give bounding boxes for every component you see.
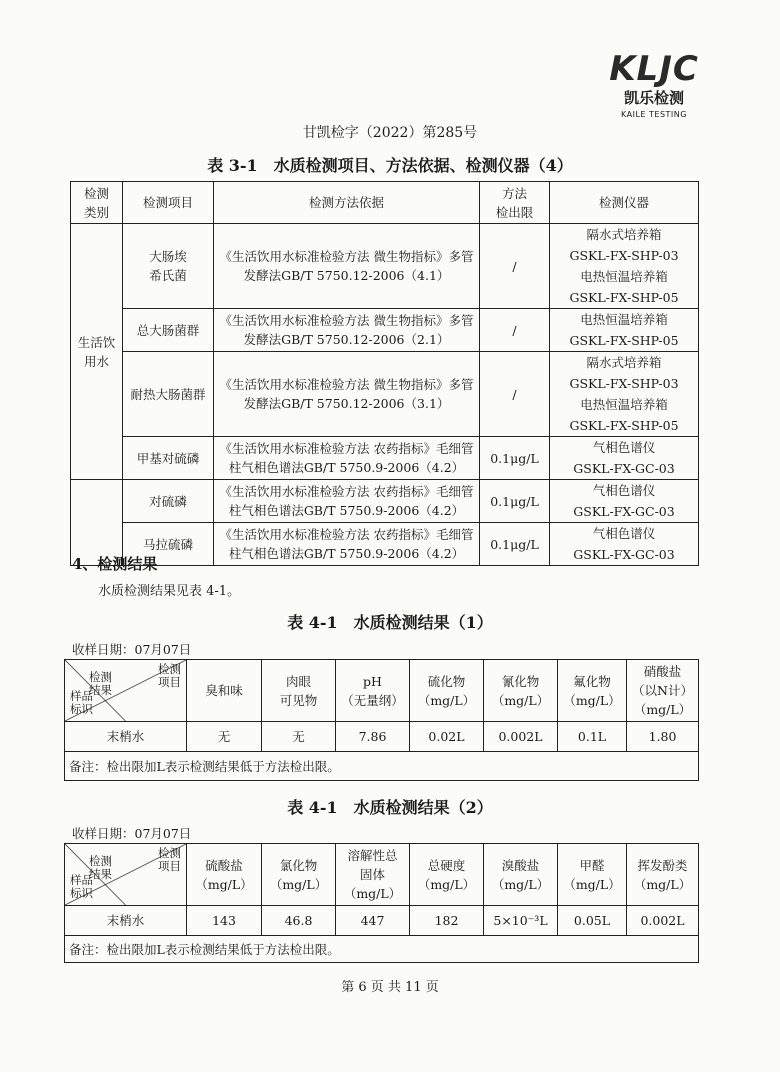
value-cell: 46.8 <box>262 906 336 936</box>
method-cell: 《生活饮用水标准检验方法 微生物指标》多管 发酵法GB/T 5750.12-2006（4.1） <box>214 224 480 309</box>
header-chloride: 氯化物 （mg/L） <box>262 844 336 906</box>
category-continuation <box>71 480 123 523</box>
table-row <box>65 906 699 936</box>
header-instrument: 检测仪器 <box>550 182 699 224</box>
method-cell: 《生活饮用水标准检验方法 微生物指标》多管 发酵法GB/T 5750.12-2006（3.1） <box>214 352 480 437</box>
diag-result-label: 检测 结果 <box>89 854 112 881</box>
header-hardness: 总硬度 （mg/L） <box>410 844 484 906</box>
header-ph: pH （无量纲） <box>336 660 410 722</box>
method-cell: 《生活饮用水标准检验方法 农药指标》毛细管 柱气相色谱法GB/T 5750.9-2006（4.2） <box>214 480 480 523</box>
limit-cell: 0.1μg/L <box>480 437 550 480</box>
table-row <box>71 437 699 480</box>
header-item: 检测项目 <box>123 182 214 224</box>
value-cell: 0.002L <box>484 722 558 752</box>
document-number: 甘凯检字（2022）第285号 <box>302 125 478 141</box>
limit-cell: / <box>480 309 550 352</box>
method-cell: 《生活饮用水标准检验方法 微生物指标》多管 发酵法GB/T 5750.12-2006（2.1） <box>214 309 480 352</box>
value-cell: 182 <box>410 906 484 936</box>
table-row <box>71 523 699 566</box>
header-method: 检测方法依据 <box>214 182 480 224</box>
diagonal-header-cell <box>65 660 187 722</box>
table-4-1a-caption: 表 4-1 水质检测结果（1） <box>287 613 493 632</box>
receive-date: 收样日期：07月07日 <box>72 826 192 841</box>
header-sulfate: 硫酸盐 （mg/L） <box>187 844 262 906</box>
header-tds: 溶解性总 固体 （mg/L） <box>336 844 410 906</box>
instrument-cell: 气相色谱仪 GSKL-FX-GC-03 <box>550 480 699 523</box>
table-4-1a <box>64 659 699 781</box>
header-odor: 臭和味 <box>187 660 262 722</box>
value-cell: 0.002L <box>627 906 699 936</box>
table-header-row <box>65 844 699 906</box>
table-header-row <box>71 182 699 224</box>
item-cell: 甲基对硫磷 <box>123 437 214 480</box>
sample-cell: 末梢水 <box>65 906 187 936</box>
limit-cell: 0.1μg/L <box>480 523 550 566</box>
header-visible-matter: 肉眼 可见物 <box>262 660 336 722</box>
table-row <box>71 224 699 309</box>
header-limit: 方法 检出限 <box>480 182 550 224</box>
diag-result-label: 检测 结果 <box>89 670 112 697</box>
value-cell: 0.02L <box>410 722 484 752</box>
limit-cell: / <box>480 352 550 437</box>
diagonal-header-cell <box>65 844 187 906</box>
header-formaldehyde: 甲醛 （mg/L） <box>558 844 627 906</box>
header-cyanide: 氰化物 （mg/L） <box>484 660 558 722</box>
header-bromate: 溴酸盐 （mg/L） <box>484 844 558 906</box>
header-category: 检测 类别 <box>71 182 123 224</box>
value-cell: 1.80 <box>627 722 699 752</box>
note-cell: 备注：检出限加L表示检测结果低于方法检出限。 <box>65 752 699 781</box>
table-row <box>71 480 699 523</box>
table-4-1b <box>64 843 699 963</box>
value-cell: 447 <box>336 906 410 936</box>
header-fluoride: 氟化物 （mg/L） <box>558 660 627 722</box>
diag-sample-label: 样品 标识 <box>70 689 93 716</box>
note-row <box>65 752 699 781</box>
receive-date: 收样日期：07月07日 <box>72 642 192 657</box>
page-footer: 第 6 页 共 11 页 <box>341 980 439 995</box>
value-cell: 0.05L <box>558 906 627 936</box>
table-row <box>71 352 699 437</box>
limit-cell: / <box>480 224 550 309</box>
item-cell: 总大肠菌群 <box>123 309 214 352</box>
value-cell: 5×10⁻³L <box>484 906 558 936</box>
logo-chinese-name: 凯乐检测 <box>623 89 684 107</box>
header-phenols: 挥发酚类 （mg/L） <box>627 844 699 906</box>
item-cell: 耐热大肠菌群 <box>123 352 214 437</box>
sample-cell: 末梢水 <box>65 722 187 752</box>
table-header-row <box>65 660 699 722</box>
diag-sample-label: 样品 标识 <box>70 873 93 900</box>
company-logo <box>604 49 704 119</box>
note-row <box>65 936 699 963</box>
value-cell: 143 <box>187 906 262 936</box>
instrument-cell: 电热恒温培养箱 GSKL-FX-SHP-05 <box>550 309 699 352</box>
value-cell: 0.1L <box>558 722 627 752</box>
section-4-heading: 4、检测结果 <box>72 555 158 573</box>
logo-english-name: KAILE TESTING <box>621 110 687 119</box>
table-3-1 <box>70 181 699 566</box>
instrument-cell: 隔水式培养箱 GSKL-FX-SHP-03 电热恒温培养箱 GSKL-FX-SHP-05 <box>550 352 699 437</box>
limit-cell: 0.1μg/L <box>480 480 550 523</box>
header-nitrate: 硝酸盐 （以N计） （mg/L） <box>627 660 699 722</box>
table-4-1b-caption: 表 4-1 水质检测结果（2） <box>287 798 493 817</box>
instrument-cell: 气相色谱仪 GSKL-FX-GC-03 <box>550 437 699 480</box>
table-row <box>71 309 699 352</box>
instrument-cell: 隔水式培养箱 GSKL-FX-SHP-03 电热恒温培养箱 GSKL-FX-SHP-05 <box>550 224 699 309</box>
method-cell: 《生活饮用水标准检验方法 农药指标》毛细管 柱气相色谱法GB/T 5750.9-2006（4.2） <box>214 437 480 480</box>
diag-item-label: 检测 项目 <box>158 662 181 689</box>
table-row <box>65 722 699 752</box>
item-cell: 大肠埃 希氏菌 <box>123 224 214 309</box>
diag-item-label: 检测 项目 <box>158 846 181 873</box>
category-cell: 生活饮 用水 <box>71 224 123 480</box>
value-cell: 无 <box>262 722 336 752</box>
value-cell: 7.86 <box>336 722 410 752</box>
instrument-cell: 气相色谱仪 GSKL-FX-GC-03 <box>550 523 699 566</box>
table-3-1-caption: 表 3-1 水质检测项目、方法依据、检测仪器（4） <box>207 156 573 175</box>
method-cell: 《生活饮用水标准检验方法 农药指标》毛细管 柱气相色谱法GB/T 5750.9-2006（4.2） <box>214 523 480 566</box>
section-4-intro: 水质检测结果见表 4-1。 <box>98 584 241 599</box>
value-cell: 无 <box>187 722 262 752</box>
logo-mark: KLJC <box>609 49 699 89</box>
item-cell: 马拉硫磷 <box>123 523 214 566</box>
note-cell: 备注：检出限加L表示检测结果低于方法检出限。 <box>65 936 699 963</box>
header-sulfide: 硫化物 （mg/L） <box>410 660 484 722</box>
item-cell: 对硫磷 <box>123 480 214 523</box>
